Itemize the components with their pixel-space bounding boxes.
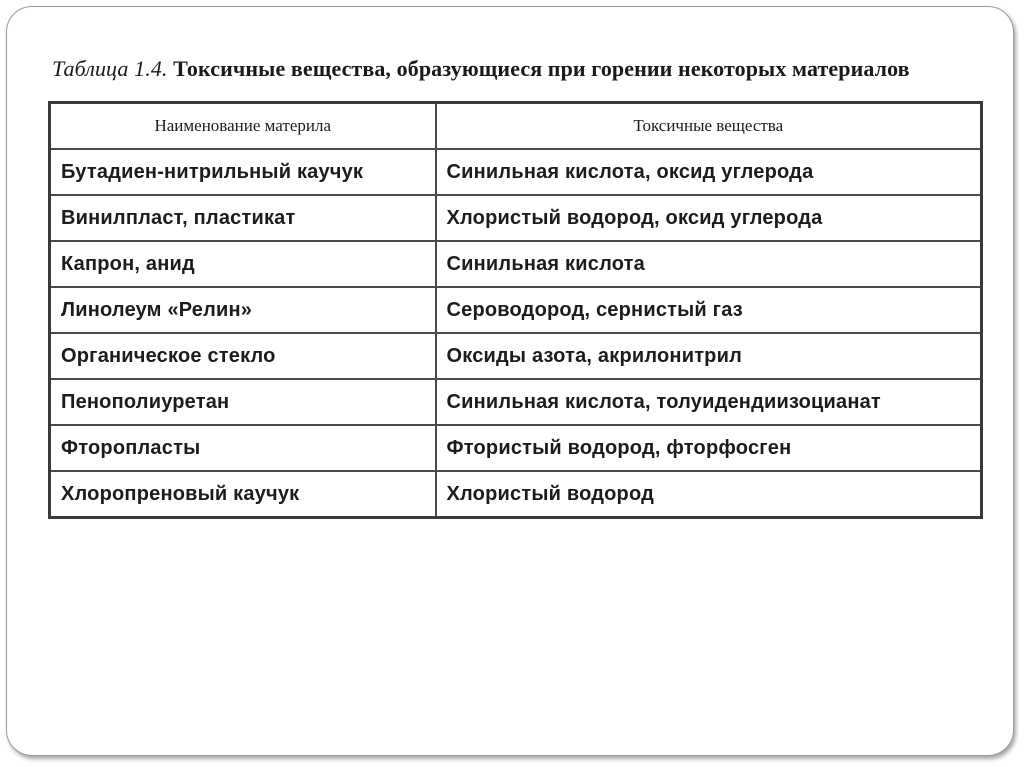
toxic-substances-cell: Хлористый водород, оксид углерода (436, 195, 982, 241)
material-cell: Капрон, анид (50, 241, 436, 287)
toxic-substances-cell: Синильная кислота (436, 241, 982, 287)
header-material: Наименование материла (50, 103, 436, 150)
toxic-substances-cell: Сероводород, сернистый газ (436, 287, 982, 333)
material-cell: Бутадиен-нитрильный каучук (50, 149, 436, 195)
material-cell: Фторопласты (50, 425, 436, 471)
material-cell: Пенополиуретан (50, 379, 436, 425)
material-cell: Винилпласт, пластикат (50, 195, 436, 241)
table-caption (52, 56, 972, 82)
header-toxic-substances: Токсичные вещества (436, 103, 982, 150)
table-row (50, 195, 982, 241)
table-row (50, 471, 982, 518)
table-row (50, 149, 982, 195)
material-cell: Органическое стекло (50, 333, 436, 379)
caption-title: Токсичные вещества, образующиеся при горении некоторых материалов (173, 56, 910, 81)
table-header-row (50, 103, 982, 150)
table-row (50, 379, 982, 425)
table-row (50, 425, 982, 471)
table-row (50, 287, 982, 333)
toxic-substances-cell: Хлористый водород (436, 471, 982, 518)
material-cell: Линолеум «Релин» (50, 287, 436, 333)
material-cell: Хлоропреновый каучук (50, 471, 436, 518)
toxic-substances-cell: Синильная кислота, толуидендиизоцианат (436, 379, 982, 425)
table-row (50, 333, 982, 379)
toxic-substances-cell: Синильная кислота, оксид углерода (436, 149, 982, 195)
table-row (50, 241, 982, 287)
caption-label: Таблица 1.4. (52, 56, 168, 81)
toxic-substances-cell: Оксиды азота, акрилонитрил (436, 333, 982, 379)
toxic-substances-cell: Фтористый водород, фторфосген (436, 425, 982, 471)
toxic-substances-table (48, 101, 983, 519)
